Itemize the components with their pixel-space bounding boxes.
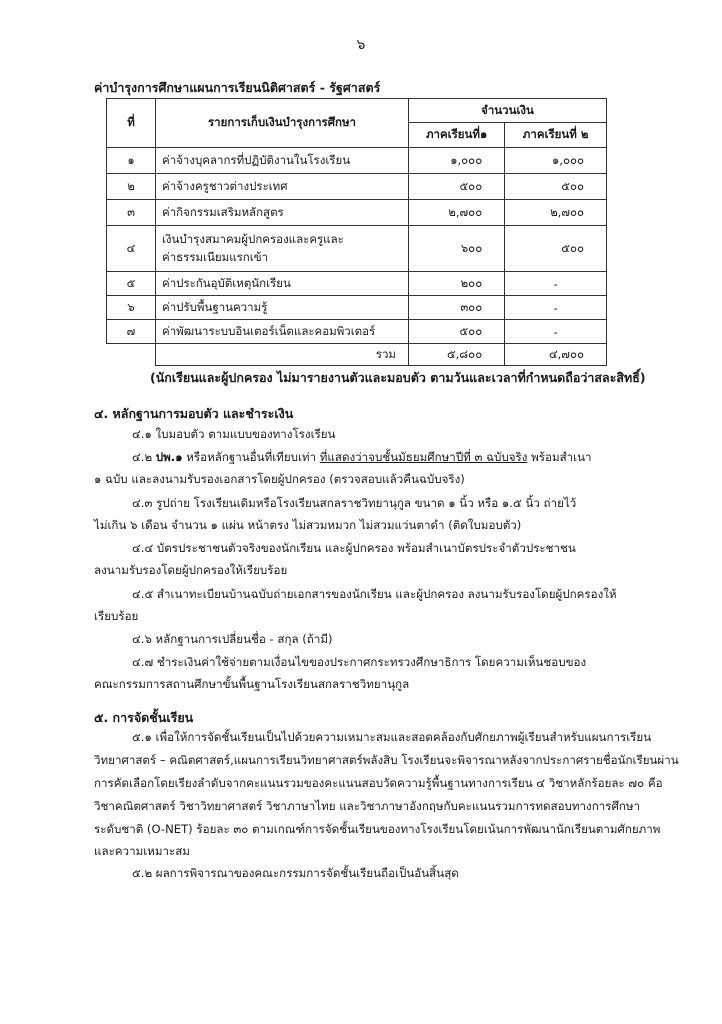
- item-4-7-line1: ๔.๗ ชำระเงินค่าใช้จ่ายตามเงื่อนไขของประกาศกระทรวงศึกษาธิการ โดยความเห็นชอบของ: [132, 655, 587, 669]
- row-item-multiline: [156, 226, 409, 272]
- item-5-1-line6: และความเหมาะสม: [94, 844, 190, 858]
- row-item: ค่าจ้างครูชาวต่างประเทศ: [156, 174, 409, 200]
- row-item-line1: เงินบำรุงสมาคมผู้ปกครองและครูและ: [162, 231, 344, 246]
- section4-heading: ๔. หลักฐานการมอบตัว และชำระเงิน: [94, 406, 294, 421]
- total-term2: ๔,๗๐๐: [505, 344, 607, 366]
- item-4-2-line1: [132, 446, 592, 468]
- table-row: [107, 200, 607, 226]
- item-4-2-tail: พร้อมสำเนา: [527, 450, 592, 464]
- table-total-row: [107, 344, 607, 366]
- row-term1: ๕๐๐: [409, 174, 505, 200]
- item-5-1-line1: ๕.๑ เพื่อให้การจัดชั้นเรียนเป็นไปด้วยความเหมาะสมและสอดคล้องกับศักยภาพผู้เรียนสำหรับแผนการเรียน: [132, 730, 652, 744]
- item-4-6: ๔.๖ หลักฐานการเปลี่ยนชื่อ - สกุล (ถ้ามี): [132, 632, 333, 646]
- row-term1: ๕๐๐: [409, 320, 505, 344]
- row-item: ค่ากิจกรรมเสริมหลักสูตร: [156, 200, 409, 226]
- header-item: รายการเก็บเงินบำรุงการศึกษา: [156, 99, 409, 148]
- row-term2: ๑,๐๐๐: [505, 148, 607, 174]
- row-item-line2: ค่าธรรมเนียมแรกเข้า: [162, 249, 269, 264]
- item-4-2-text: หรือหลักฐานอื่นที่เทียบเท่า: [182, 450, 320, 464]
- item-5-1-line4: วิชาคณิตศาสตร์ วิชาวิทยาศาสตร์ วิชาภาษาไทย และวิชาภาษาอังกฤษกับคะแนนรวมการทดสอบทางการศึกษา: [94, 799, 640, 813]
- row-term2: ๕๐๐: [505, 174, 607, 200]
- row-no: ๔: [107, 226, 156, 272]
- row-term2: ๕๐๐: [505, 226, 607, 272]
- item-4-2-line2: ๑ ฉบับ และลงนามรับรองเอกสารโดยผู้ปกครอง (ตรวจสอบแล้วคืนฉบับจริง): [94, 472, 465, 486]
- row-item: ค่าพัฒนาระบบอินเตอร์เน็ตและคอมพิวเตอร์: [156, 320, 409, 344]
- item-5-2: ๕.๒ ผลการพิจารณาของคณะกรรมการจัดชั้นเรียนถือเป็นอันสิ้นสุด: [132, 866, 459, 880]
- table-row: [107, 296, 607, 320]
- item-4-7-line2: คณะกรรมการสถานศึกษาขั้นพื้นฐานโรงเรียนสกลราชวิทยานุกูล: [94, 677, 410, 691]
- row-term1: ๒๐๐: [409, 272, 505, 296]
- row-term1: ๑,๐๐๐: [409, 148, 505, 174]
- table-header-row: [107, 99, 607, 123]
- row-term2: -: [505, 272, 607, 296]
- fee-table: [106, 98, 607, 366]
- page-number: ๖: [356, 37, 366, 53]
- header-term2: ภาคเรียนที่ ๒: [505, 123, 607, 148]
- item-4-2-underlined: ที่แสดงว่าจบชั้นมัธยมศึกษาปีที่ ๓ ฉบับจริง: [319, 450, 528, 464]
- item-4-5-line2: เรียบร้อย: [94, 609, 139, 623]
- deadline-note: (นักเรียนและผู้ปกครอง ไม่มารายงานตัวและมอบตัว ตามวันและเวลาที่กำหนดถือว่าสละสิทธิ์): [150, 370, 646, 385]
- total-blank: [107, 344, 156, 366]
- table-row: [107, 320, 607, 344]
- item-4-2-doc: ปพ.๑: [155, 450, 183, 464]
- item-5-1-line3: การคัดเลือกโดยเรียงลำดับจากคะแนนรวมของคะแนนสอบวัดความรู้พื้นฐานทางการเรียน ๔ วิชาหลักร้อยละ ๗๐ คือ: [94, 776, 663, 790]
- item-4-3-line2: ไม่เกิน ๖ เดือน จำนวน ๑ แผ่น หน้าตรง ไม่สวมหมวก ไม่สวมแว่นตาดำ (ติดใบมอบตัว): [94, 518, 522, 532]
- row-term2: -: [505, 320, 607, 344]
- table-row: [107, 148, 607, 174]
- table-row: [107, 226, 607, 272]
- row-item: ค่าประกันอุบัติเหตุนักเรียน: [156, 272, 409, 296]
- table-row: [107, 272, 607, 296]
- total-label: รวม: [156, 344, 409, 366]
- header-amount: จำนวนเงิน: [409, 99, 607, 123]
- header-term1: ภาคเรียนที่๑: [409, 123, 505, 148]
- header-no: ที่: [107, 99, 156, 148]
- section5-heading: ๕. การจัดชั้นเรียน: [94, 710, 194, 725]
- item-5-1-line5: ระดับชาติ (O-NET) ร้อยละ ๓๐ ตามเกณฑ์การจัดชั้นเรียนของทางโรงเรียนโดยเน้นการพัฒนานักเรียนตามศักยภาพ: [94, 822, 661, 836]
- fee-table-title: ค่าบำรุงการศึกษาแผนการเรียนนิติศาสตร์ - รัฐศาสตร์: [94, 80, 381, 95]
- row-no: ๕: [107, 272, 156, 296]
- item-4-5-line1: ๔.๕ สำเนาทะเบียนบ้านฉบับถ่ายเอกสารของนักเรียน และผู้ปกครอง ลงนามรับรองโดยผู้ปกครองให้: [132, 587, 617, 601]
- row-term2: -: [505, 296, 607, 320]
- item-4-4-line2: ลงนามรับรองโดยผู้ปกครองให้เรียบร้อย: [94, 563, 288, 577]
- item-4-2-num: ๔.๒: [132, 450, 156, 464]
- row-term1: ๒,๗๐๐: [409, 200, 505, 226]
- row-term2: ๒,๗๐๐: [505, 200, 607, 226]
- row-no: ๖: [107, 296, 156, 320]
- row-no: ๓: [107, 200, 156, 226]
- item-4-4-line1: ๔.๔ บัตรประชาชนตัวจริงของนักเรียน และผู้ปกครอง พร้อมสำเนาบัตรประจำตัวประชาชน: [132, 541, 576, 555]
- row-item: ค่าปรับพื้นฐานความรู้: [156, 296, 409, 320]
- table-row: [107, 174, 607, 200]
- row-no: ๒: [107, 174, 156, 200]
- total-term1: ๕,๘๐๐: [409, 344, 505, 366]
- row-no: ๗: [107, 320, 156, 344]
- item-4-3-line1: ๔.๓ รูปถ่าย โรงเรียนเดิมหรือโรงเรียนสกลราชวิทยานุกูล ขนาด ๑ นิ้ว หรือ ๑.๕ นิ้ว ถ่ายไว้: [132, 496, 577, 510]
- item-5-1-line2: วิทยาศาสตร์ – คณิตศาสตร์,แผนการเรียนวิทยาศาสตร์พลังสิบ โรงเรียนจะพิจารณาหลังจากประกาศรายชื่อนักเรียนผ่าน: [94, 753, 679, 767]
- row-item: ค่าจ้างบุคลากรที่ปฏิบัติงานในโรงเรียน: [156, 148, 409, 174]
- row-term1: ๓๐๐: [409, 296, 505, 320]
- row-no: ๑: [107, 148, 156, 174]
- item-4-1: ๔.๑ ใบมอบตัว ตามแบบของทางโรงเรียน: [132, 427, 336, 441]
- row-term1: ๖๐๐: [409, 226, 505, 272]
